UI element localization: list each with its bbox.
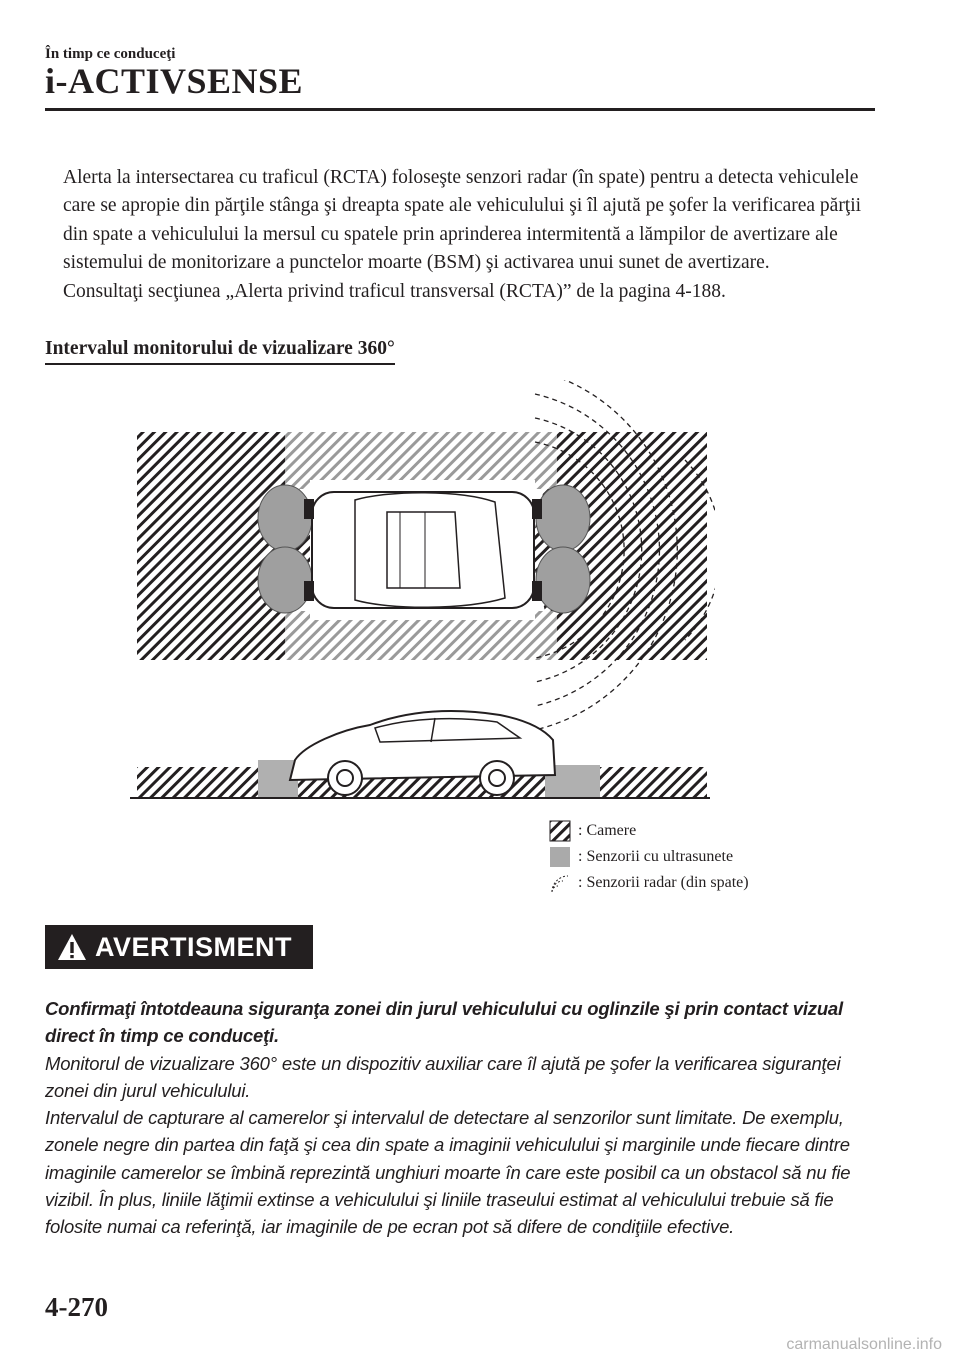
coverage-diagram-svg [125,380,715,805]
legend-label: : Senzorii radar (din spate) [578,874,749,891]
warning-label: AVERTISMENT [95,931,293,962]
legend-label: : Camere [578,822,637,839]
warning-banner [45,925,313,969]
subheading: Intervalul monitorului de vizualizare 360° [45,338,395,365]
legend-item-radar [549,870,749,896]
page-reference: Consultaţi secţiunea „Alerta privind traficul transversal (RCTA)” de la pagina 4-188. [63,280,726,302]
warning-text-2: Intervalul de capturare al camerelor şi intervalul de detectare al senzorilor sunt limitate. De exemplu, zonele negre din partea din faţă şi cea din spate a imaginii vehiculului şi marginile unde fiecare dintre imaginile camerelor se îmbină reprezintă unghiuri moarte în care este posibil ca un obstacol să nu fie vizibil. În plus, liniile lăţimii extinse a vehiculului şi liniile traseului estimat al vehiculului trebuie să fie folosite numai ca referinţă, iar imaginile de pe ecran pot să difere de condiţiile efective. [45,1107,851,1238]
car-top-view [305,492,541,608]
rcta-description: Alerta la intersectarea cu traficul (RCTA) foloseşte senzori radar (în spate) pentru a detecta vehiculele care se apropie din părţile stânga şi dreapta spate ale vehiculului şi îl ajută pe şofer la verificarea părţii din spate a vehiculului la mersul cu spatele prin aprinderea intermitentă a lămpilor de avertizare ale sistemului de monitorizare a punctelor moarte (BSM) şi activarea unui sunet de avertizare. [63,167,862,274]
warning-text [45,995,880,1241]
legend-item-ultrasunete [549,844,749,870]
radar-waves-icon [549,872,571,894]
warning-triangle-icon [57,933,87,961]
top-rule [45,108,875,111]
warning-bold-text: Confirmaţi întotdeauna siguranţa zonei din jurul vehiculului cu oglinzile şi prin contact vizual direct în timp ce conduceţi. [45,998,843,1047]
hatch-swatch-icon [549,820,571,842]
chapter-title: i-ACTIVSENSE [45,61,304,101]
gray-swatch-icon [549,846,571,868]
watermark: carmanualsonline.info [786,1336,942,1353]
diagram-legend [549,818,749,896]
legend-item-camere [549,818,749,844]
legend-label: : Senzorii cu ultrasunete [578,848,734,865]
warning-text-1: Monitorul de vizualizare 360° este un dispozitiv auxiliar care îl ajută pe şofer la verificarea siguranţei zonei din jurul vehiculului. [45,1052,841,1101]
section-label: În timp ce conduceţi [45,46,176,62]
body-paragraph [63,164,878,306]
page-number: 4-270 [45,1292,108,1322]
coverage-diagram [125,380,715,810]
